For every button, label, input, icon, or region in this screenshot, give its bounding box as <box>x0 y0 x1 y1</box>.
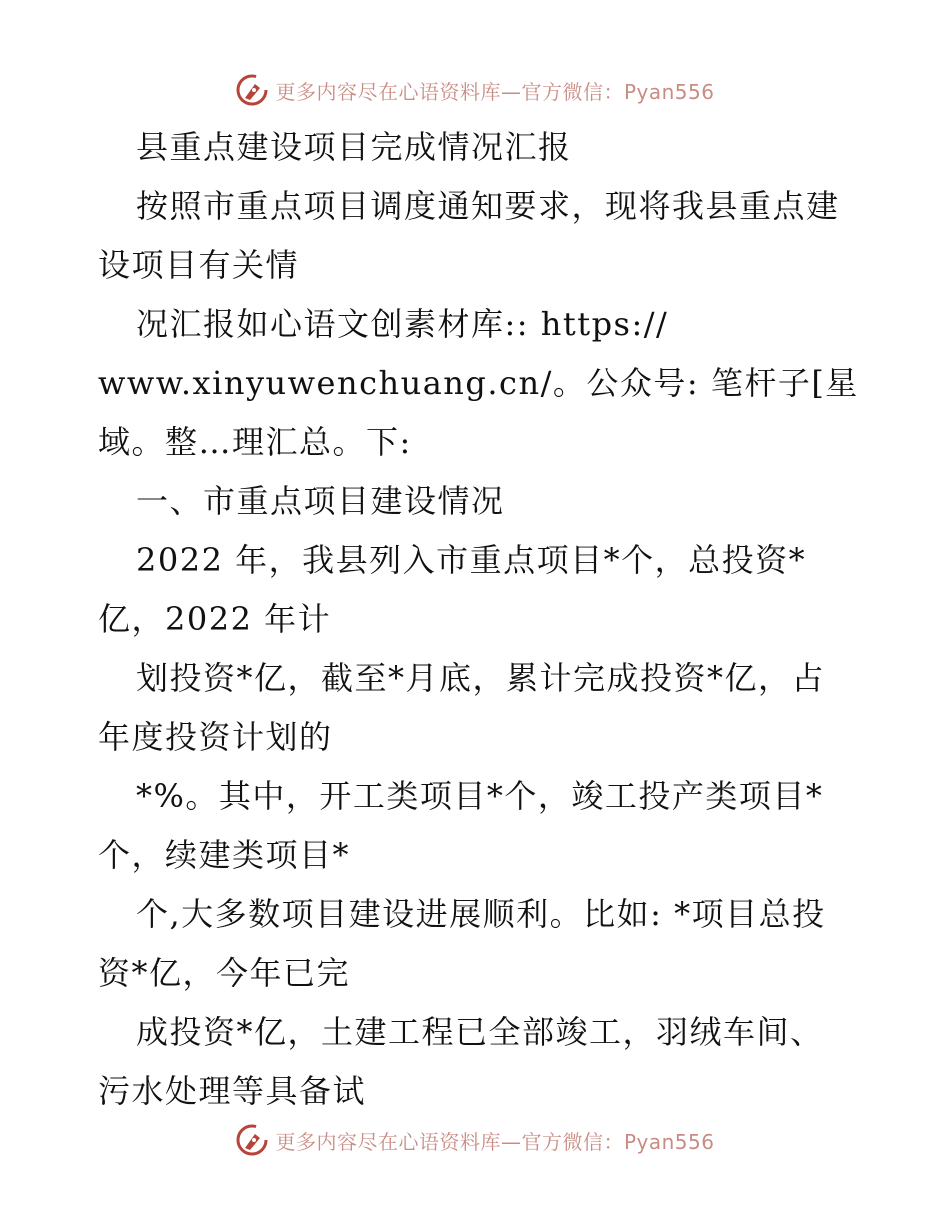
watermark-text: 更多内容尽在心语资料库—官方微信：Pyan556 <box>275 1129 715 1154</box>
document-title: 县重点建设项目完成情况汇报 <box>136 128 572 166</box>
section-heading: 一、市重点项目建设情况 <box>136 482 505 520</box>
paragraph-line: 污水处理等具备试 <box>98 1072 367 1110</box>
paragraph-line: 资*亿，今年已完 <box>98 954 351 992</box>
footer-watermark <box>0 1120 950 1160</box>
paragraph-line: *%。其中，开工类项目*个，竣工投产类项目* <box>136 777 824 815</box>
paragraph-line: 划投资*亿，截至*月底，累计完成投资*亿，占 <box>136 659 826 697</box>
paragraph-line: 域。整…理汇总。下: <box>98 423 412 461</box>
paragraph-line: 个，续建类项目* <box>98 836 351 874</box>
paragraph-line: 成投资*亿，土建工程已全部竣工，羽绒车间、 <box>136 1013 824 1051</box>
paragraph-line: 2022 年，我县列入市重点项目*个，总投资* <box>136 541 807 579</box>
paragraph-line: 年度投资计划的 <box>98 718 333 756</box>
paragraph-line: 设项目有关情 <box>98 246 300 284</box>
paragraph-line: 亿，2022 年计 <box>98 600 332 638</box>
paragraph-line: 按照市重点项目调度通知要求，现将我县重点建 <box>136 187 840 225</box>
pen-nib-logo-icon <box>235 73 269 107</box>
paragraph-line: 个,大多数项目建设进展顺利。比如: *项目总投 <box>136 895 826 933</box>
watermark-text: 更多内容尽在心语资料库—官方微信：Pyan556 <box>275 79 715 104</box>
pen-nib-logo-icon <box>235 1123 269 1157</box>
paragraph-line: www.xinyuwenchuang.cn/。公众号: 笔杆子[星 <box>98 364 859 402</box>
header-watermark <box>0 70 950 110</box>
paragraph-line: 况汇报如心语文创素材库:: https:// <box>136 305 669 343</box>
